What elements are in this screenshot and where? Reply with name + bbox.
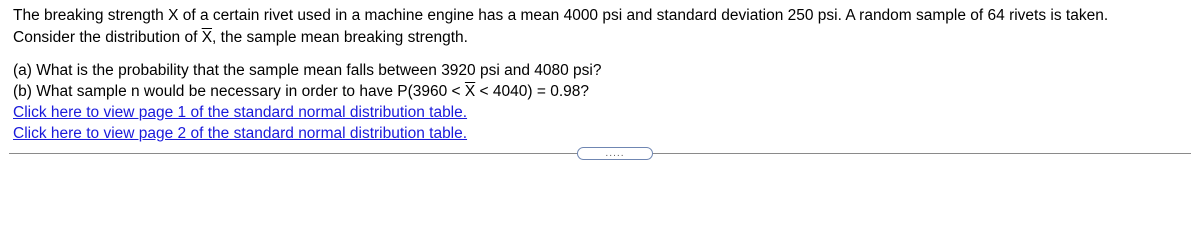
question-parts <box>13 60 1188 102</box>
expand-content-button[interactable]: ..... <box>577 147 653 160</box>
part-b-prefix: (b) What sample n would be necessary in order to have P(3960 < <box>13 83 465 100</box>
spacer <box>13 49 1188 60</box>
part-a: (a) What is the probability that the sample mean falls between 3920 psi and 4080 psi? <box>13 62 602 79</box>
problem-intro-line-1: The breaking strength X of a certain rivet used in a machine engine has a mean 4000 psi and standard deviation 250 psi. A random sample of 64 rivets is taken. <box>13 7 1109 24</box>
part-b <box>13 81 1188 102</box>
intro-suffix: , the sample mean breaking strength. <box>212 29 468 46</box>
part-b-suffix: < 4040) = 0.98? <box>475 83 590 100</box>
problem-intro-line-2 <box>13 27 1188 49</box>
intro-prefix: Consider the distribution of <box>13 29 202 46</box>
sample-mean-symbol: $\overline{X}$ <box>201 29 213 46</box>
normal-table-page-1-link[interactable]: Click here to view page 1 of the standard normal distribution table. <box>13 104 468 121</box>
normal-table-page-2-link[interactable]: Click here to view page 2 of the standard normal distribution table. <box>13 125 468 142</box>
problem-statement <box>13 5 1188 144</box>
table-links <box>13 102 1188 144</box>
sample-mean-symbol: $\overline{X}$ <box>464 83 476 100</box>
